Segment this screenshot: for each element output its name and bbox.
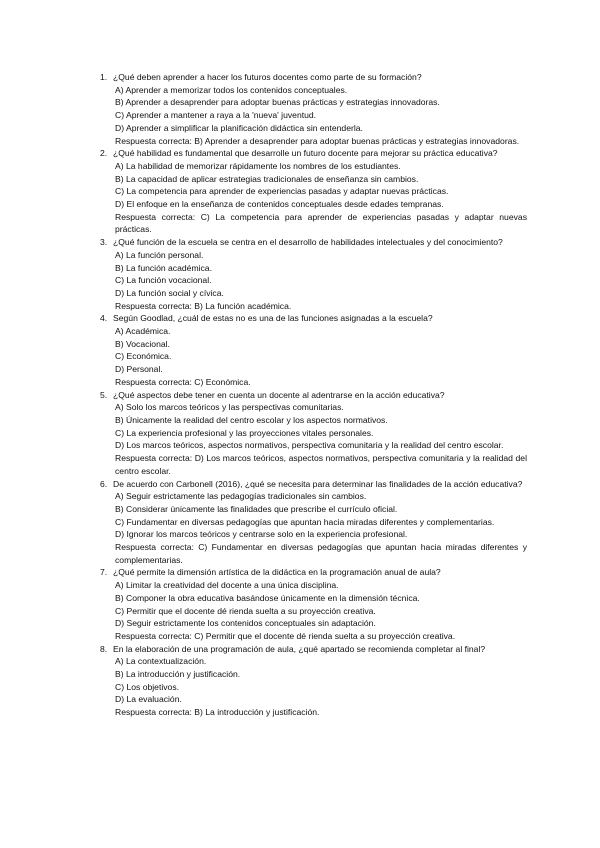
option-list [113, 160, 527, 211]
question-list [100, 71, 527, 719]
answer-option: B) Aprender a desaprender para adoptar buenas prácticas y estrategias innovadoras. [115, 97, 440, 108]
question-text: En la elaboración de una programación de aula, ¿qué apartado se recomienda completar al final? [113, 643, 486, 654]
option-list [113, 249, 527, 300]
option-list [113, 579, 527, 630]
question-number: 6. [100, 478, 108, 489]
question-item [100, 566, 527, 642]
question-number: 4. [100, 313, 108, 324]
question-number: 3. [100, 237, 108, 248]
answer-option: D) Personal. [115, 364, 163, 375]
answer-option: B) Componer la obra educativa basándose únicamente en la dimensión técnica. [115, 592, 420, 603]
question-item [100, 71, 527, 147]
option-list [113, 490, 527, 541]
answer-option: A) Limitar la creatividad del docente a una única disciplina. [115, 580, 339, 591]
question-text: De acuerdo con Carbonell (2016), ¿qué se necesita para determinar las finalidades de la acción educativa? [113, 478, 523, 489]
question-number: 7. [100, 567, 108, 578]
question-text: ¿Qué habilidad es fundamental que desarrolle un futuro docente para mejorar su práctica educativa? [113, 148, 498, 159]
question-number: 1. [100, 72, 108, 82]
answer-option: A) Académica. [115, 326, 171, 337]
option-list [113, 401, 527, 452]
answer-option: A) Seguir estrictamente las pedagogías tradicionales sin cambios. [115, 491, 367, 502]
correct-answer: Respuesta correcta: C) Permitir que el docente dé rienda suelta a su proyección creativa. [115, 630, 456, 641]
answer-option: D) Los marcos teóricos, aspectos normativos, perspectiva comunitaria y la realidad del centro escolar. [115, 440, 504, 451]
answer-option: A) La habilidad de memorizar rápidamente los nombres de los estudiantes. [115, 160, 401, 171]
answer-option: A) La contextualización. [115, 656, 207, 667]
answer-option: B) Únicamente la realidad del centro escolar y los aspectos normativos. [115, 414, 388, 425]
answer-option: C) La competencia para aprender de experiencias pasadas y adaptar nuevas prácticas. [115, 186, 449, 197]
answer-option: D) Seguir estrictamente los contenidos conceptuales sin adaptación. [115, 618, 376, 629]
question-text: ¿Qué aspectos debe tener en cuenta un docente al adentrarse en la acción educativa? [113, 389, 445, 400]
answer-option: D) El enfoque en la enseñanza de contenidos conceptuales desde edades tempranas. [115, 199, 444, 210]
answer-option: C) Permitir que el docente dé rienda suelta a su proyección creativa. [115, 605, 376, 616]
answer-option: D) La función social y cívica. [115, 287, 224, 298]
option-list [113, 655, 527, 706]
answer-option: C) Aprender a mantener a raya a la 'nueva' juventud. [115, 110, 317, 121]
question-item [100, 389, 527, 478]
answer-option: A) La función personal. [115, 249, 204, 260]
question-item [100, 312, 527, 388]
question-text: ¿Qué deben aprender a hacer los futuros docentes como parte de su formación? [113, 72, 422, 82]
answer-option: A) Solo los marcos teóricos y las perspectivas comunitarias. [115, 402, 344, 413]
answer-option: C) Económica. [115, 351, 172, 362]
answer-option: C) Fundamentar en diversas pedagogías que apuntan hacia miradas diferentes y complementarias. [115, 516, 495, 527]
answer-option: C) La experiencia profesional y las proyecciones vitales personales. [115, 427, 374, 438]
answer-option: B) La función académica. [115, 262, 212, 273]
question-item [100, 478, 527, 567]
answer-option: A) Aprender a memorizar todos los contenidos conceptuales. [115, 84, 348, 95]
answer-option: D) La evaluación. [115, 694, 182, 705]
question-item [100, 236, 527, 312]
answer-option: D) Ignorar los marcos teóricos y centrarse solo en la experiencia profesional. [115, 529, 408, 540]
answer-option: C) Los objetivos. [115, 681, 180, 692]
answer-option: C) La función vocacional. [115, 275, 212, 286]
answer-option: D) Aprender a simplificar la planificación didáctica sin entenderla. [115, 122, 363, 133]
answer-option: B) La introducción y justificación. [115, 669, 241, 680]
correct-answer: Respuesta correcta: C) Económica. [115, 376, 251, 387]
correct-answer: Respuesta correcta: C) Fundamentar en diversas pedagogías que apuntan hacia miradas diferentes y complementarias. [115, 542, 527, 565]
question-number: 5. [100, 389, 108, 400]
question-text: ¿Qué permite la dimensión artística de la didáctica en la programación anual de aula? [113, 567, 441, 578]
question-number: 2. [100, 148, 108, 159]
question-item [100, 643, 527, 719]
answer-option: B) Considerar únicamente las finalidades que prescribe el currículo oficial. [115, 503, 398, 514]
answer-option: B) La capacidad de aplicar estrategias tradicionales de enseñanza sin cambios. [115, 173, 419, 184]
answer-option: B) Vocacional. [115, 338, 170, 349]
correct-answer: Respuesta correcta: B) Aprender a desaprender para adoptar buenas prácticas y estrategias innovadoras. [115, 135, 520, 146]
correct-answer: Respuesta correcta: D) Los marcos teóricos, aspectos normativos, perspectiva comunitaria y la realidad del centro escolar. [115, 453, 527, 476]
question-text: ¿Qué función de la escuela se centra en el desarrollo de habilidades intelectuales y del conocimiento? [113, 237, 503, 248]
question-number: 8. [100, 643, 108, 654]
option-list [113, 84, 527, 135]
correct-answer: Respuesta correcta: B) La introducción y justificación. [115, 707, 320, 718]
correct-answer: Respuesta correcta: C) La competencia para aprender de experiencias pasadas y adaptar nuevas prácticas. [115, 211, 527, 235]
option-list [113, 325, 527, 376]
question-item [100, 147, 527, 236]
question-text: Según Goodlad, ¿cuál de estas no es una de las funciones asignadas a la escuela? [113, 313, 433, 324]
correct-answer: Respuesta correcta: B) La función académica. [115, 300, 292, 311]
